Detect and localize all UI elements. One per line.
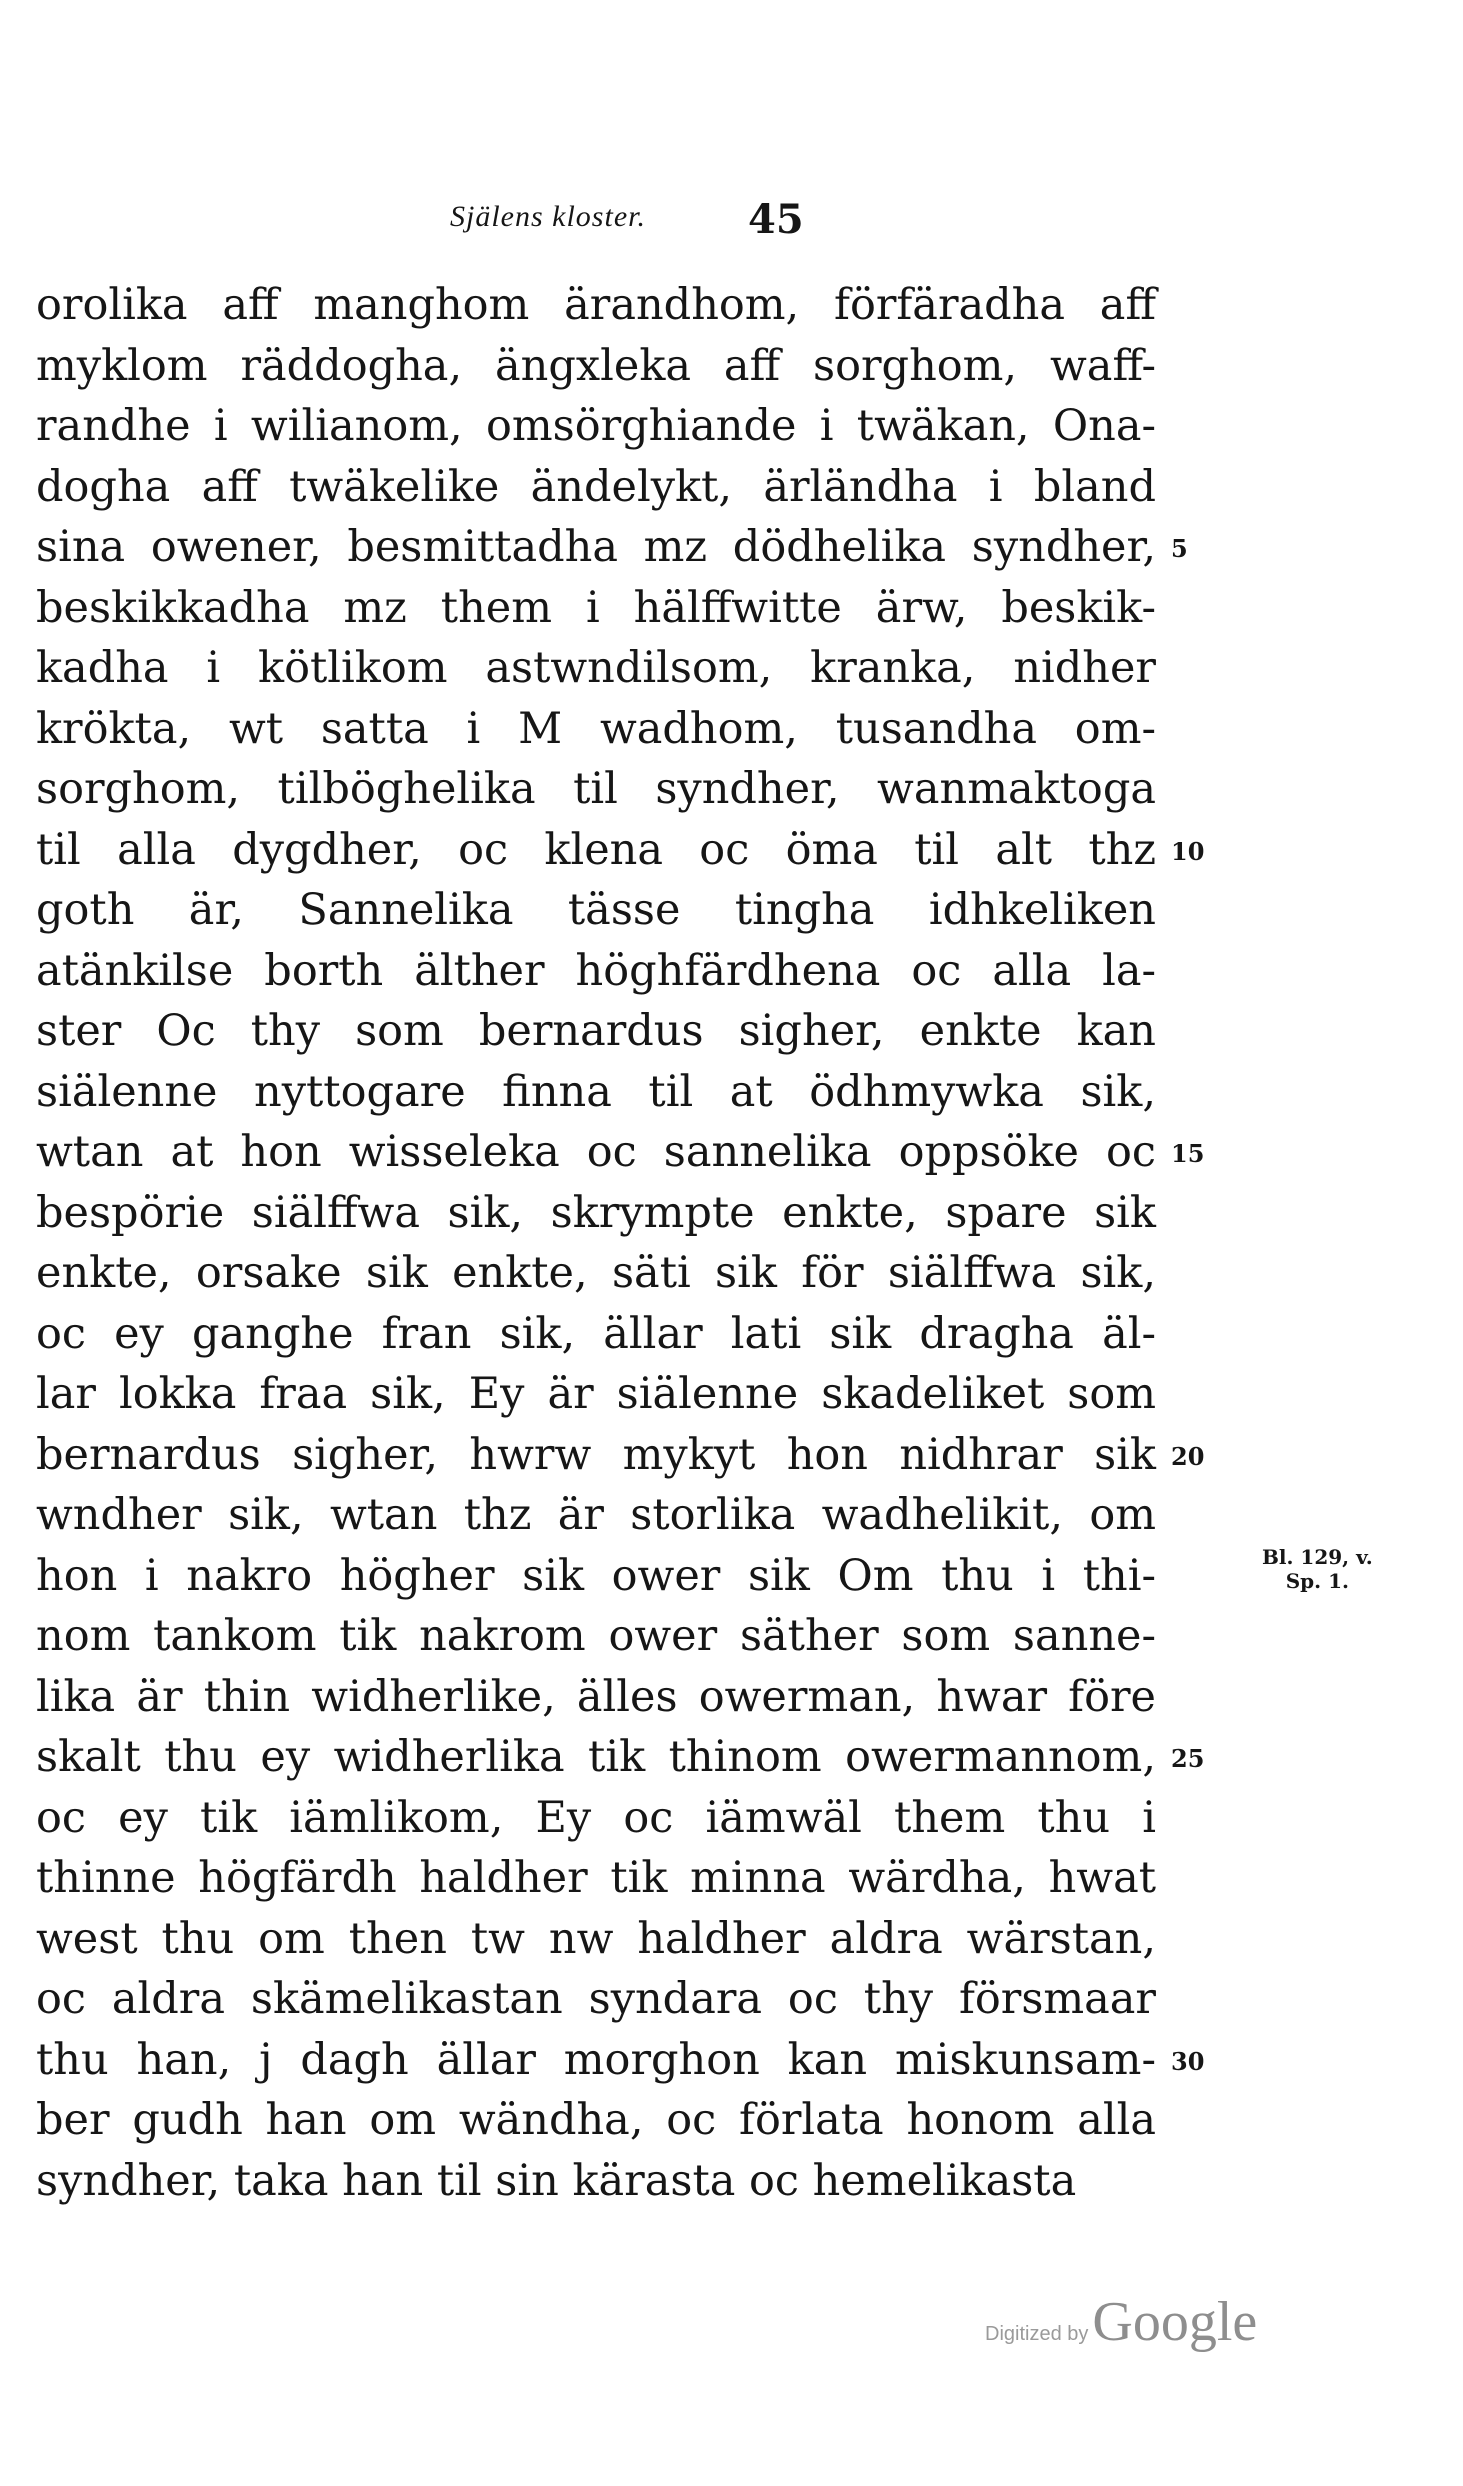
text-line-content: atänkilse borth älther höghfärdhena oc alla la-: [36, 945, 1156, 996]
text-line: [36, 517, 1241, 578]
body-text: [36, 275, 1241, 2211]
text-line: [36, 1969, 1241, 2030]
text-line-content: beskikkadha mz them i hälffwitte ärw, beskik-: [36, 582, 1156, 633]
text-line: [36, 1667, 1241, 1728]
text-line-content: enkte, orsake sik enkte, säti sik för siälffwa sik,: [36, 1248, 1156, 1298]
line-number: 20: [1171, 1441, 1205, 1471]
text-line-content: ber gudh han om wändha, oc förlata honom alla: [36, 2095, 1156, 2145]
marginal-note-line: Sp. 1.: [1285, 1569, 1349, 1593]
text-line: [36, 1425, 1241, 1486]
text-line: [36, 275, 1241, 336]
line-number: 15: [1171, 1139, 1205, 1168]
text-line-content: krökta, wt satta i M wadhom, tusandha om-: [36, 703, 1156, 754]
text-line: [36, 699, 1241, 760]
text-line: [36, 1122, 1241, 1183]
text-line-content: skalt thu ey widherlika tik thinom owermannom,: [36, 1732, 1156, 1782]
text-line-content: til alla dygdher, oc klena oc öma til alt thz: [36, 824, 1156, 875]
digitized-watermark: [985, 2290, 1257, 2354]
text-line: [36, 1304, 1241, 1365]
text-line-content: goth är, Sannelika tässe tingha idhkeliken: [36, 885, 1156, 935]
text-line: [36, 1909, 1241, 1970]
text-line: [36, 1727, 1241, 1788]
text-line-content: lar lokka fraa sik, Ey är siälenne skadeliket som: [36, 1369, 1156, 1419]
text-line-content: orolika aff manghom ärandhom, förfäradha aff: [36, 280, 1156, 330]
text-line: [36, 2151, 1241, 2212]
text-line-content: sorghom, tilböghelika til syndher, wanmaktoga: [36, 764, 1156, 814]
text-line: [36, 880, 1241, 941]
text-line: [36, 2030, 1241, 2091]
text-line: [36, 941, 1241, 1002]
text-line: [36, 1183, 1241, 1244]
text-line-content: oc ey ganghe fran sik, ällar lati sik dragha äl-: [36, 1308, 1156, 1359]
text-line-content: ster Oc thy som bernardus sigher, enkte kan: [36, 1006, 1156, 1056]
running-title: Själens kloster.: [450, 200, 646, 233]
text-line: [36, 1243, 1241, 1304]
text-line-content: hon i nakro högher sik ower sik Om thu i thi-: [36, 1550, 1156, 1601]
text-line: [36, 1364, 1241, 1425]
text-line-content: dogha aff twäkelike ändelykt, ärländha i bland: [36, 461, 1156, 512]
text-line-content: randhe i wilianom, omsörghiande i twäkan, Ona-: [36, 401, 1156, 451]
text-line-content: wndher sik, wtan thz är storlika wadhelikit, om: [36, 1490, 1156, 1540]
text-line: [36, 396, 1241, 457]
text-line-content: oc ey tik iämlikom, Ey oc iämwäl them thu i: [36, 1792, 1156, 1843]
text-line: [36, 820, 1241, 881]
text-line-content: thinne högfärdh haldher tik minna wärdha, hwat: [36, 1853, 1156, 1903]
marginal-note-line: Bl. 129, v.: [1262, 1545, 1373, 1569]
text-line-content: nom tankom tik nakrom ower säther som sanne-: [36, 1611, 1156, 1661]
text-line-content: west thu om then tw nw haldher aldra wärstan,: [36, 1913, 1156, 1964]
text-line-content: kadha i kötlikom astwndilsom, kranka, nidher: [36, 643, 1156, 693]
text-line-content: syndher, taka han til sin kärasta oc hemelikasta: [36, 2155, 1077, 2206]
text-line-content: thu han, j dagh ällar morghon kan miskunsam-: [36, 2034, 1156, 2085]
text-line-content: wtan at hon wisseleka oc sannelika oppsöke oc: [36, 1127, 1156, 1177]
google-logo: Google: [1092, 2291, 1258, 2353]
text-line: [36, 1606, 1241, 1667]
line-number: 30: [1171, 2046, 1205, 2076]
text-line-content: bernardus sigher, hwrw mykyt hon nidhrar sik: [36, 1429, 1156, 1480]
text-line: [36, 2090, 1241, 2151]
text-line-content: siälenne nyttogare finna til at ödhmywka sik,: [36, 1066, 1156, 1117]
text-line-content: bespörie siälffwa sik, skrympte enkte, spare sik: [36, 1187, 1156, 1238]
page-number: 45: [748, 196, 804, 243]
text-line-content: oc aldra skämelikastan syndara oc thy försmaar: [36, 1974, 1156, 2024]
line-number: 25: [1171, 1744, 1205, 1773]
line-number: 5: [1171, 534, 1188, 563]
text-line: [36, 578, 1241, 639]
text-line: [36, 1062, 1241, 1123]
text-line: [36, 1001, 1241, 1062]
text-line: [36, 1788, 1241, 1849]
marginal-note: [1262, 1545, 1373, 1593]
text-line: [36, 336, 1241, 397]
text-line: [36, 1848, 1241, 1909]
text-line: [36, 1485, 1241, 1546]
watermark-prefix: Digitized by: [985, 2323, 1089, 2345]
text-line: [36, 759, 1241, 820]
text-line-content: sina owener, besmittadha mz dödhelika syndher,: [36, 522, 1156, 572]
line-number: 10: [1171, 836, 1205, 866]
text-line: [36, 638, 1241, 699]
text-line: [36, 457, 1241, 518]
text-line-content: lika är thin widherlike, älles owerman, hwar före: [36, 1671, 1156, 1722]
text-line-content: myklom räddogha, ängxleka aff sorghom, waff-: [36, 340, 1156, 391]
text-line: [36, 1546, 1241, 1607]
